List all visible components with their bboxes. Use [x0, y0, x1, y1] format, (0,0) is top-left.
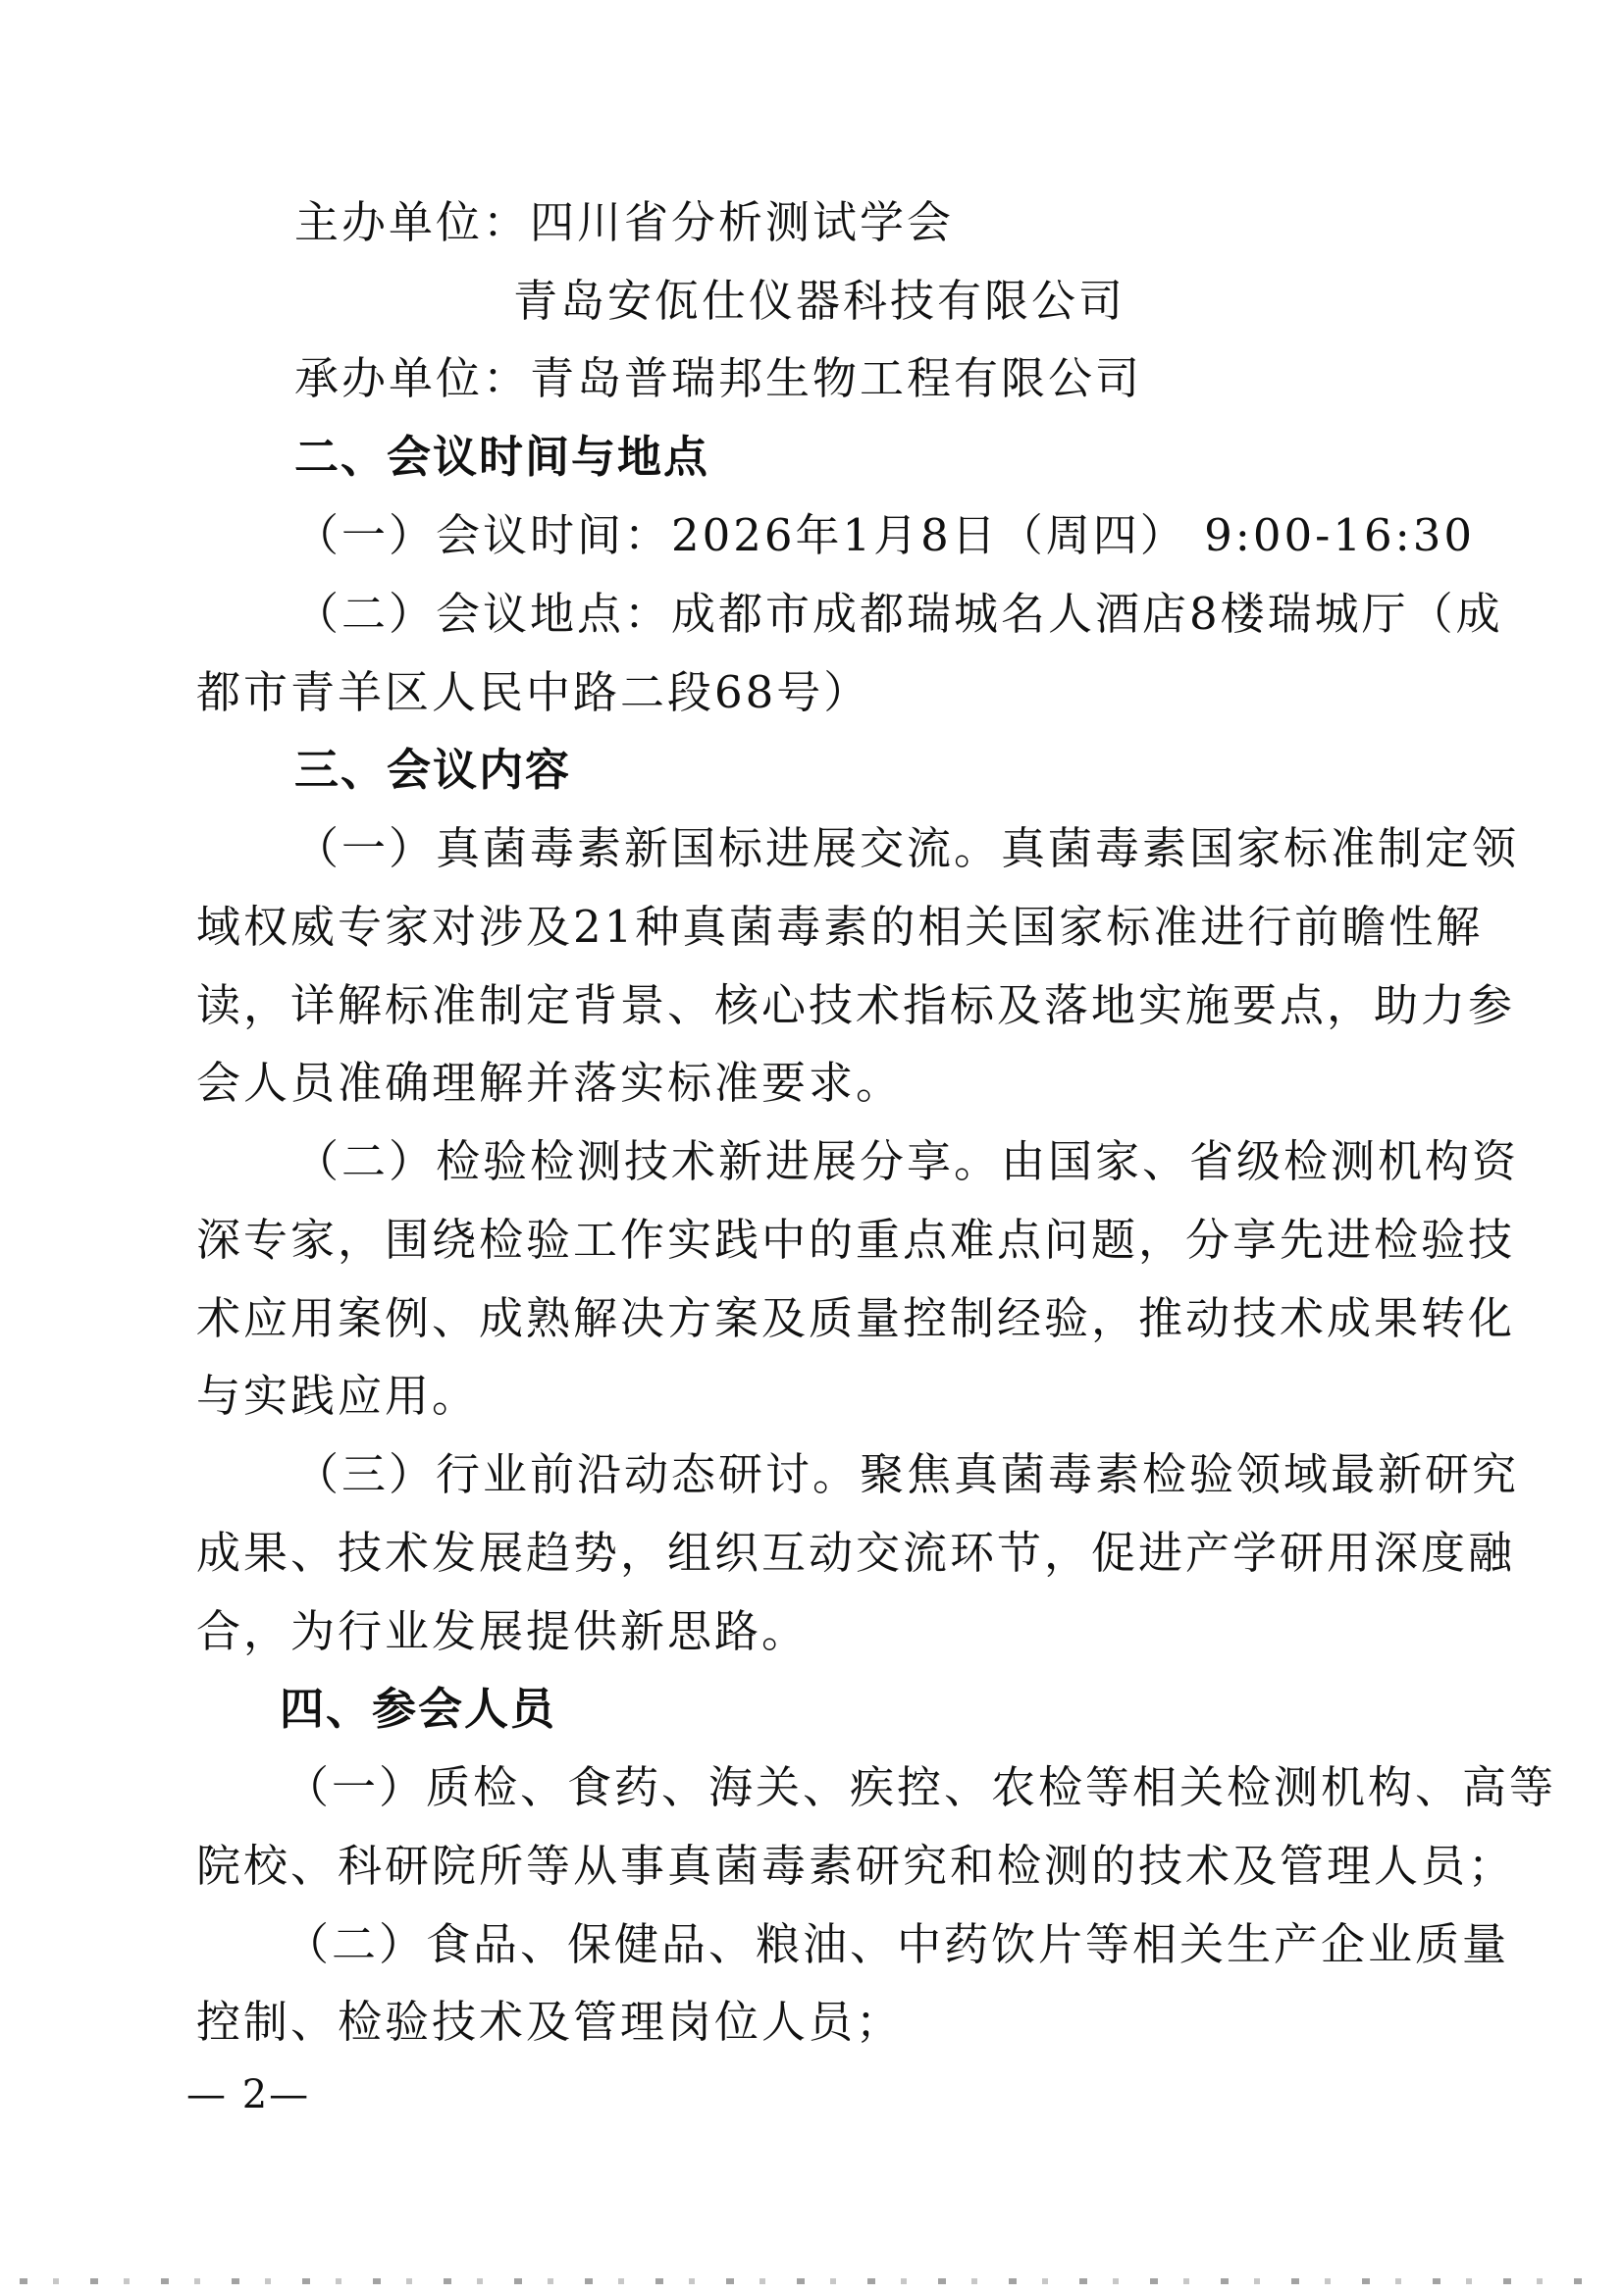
content-paragraph-2-line-4: 与实践应用。 [196, 1370, 480, 1422]
attendees-item-1-line-2: 院校、科研院所等从事真菌毒素研究和检测的技术及管理人员； [196, 1840, 1516, 1892]
page-number: — 2— [186, 2072, 311, 2117]
meeting-place-line: （二）会议地点：成都市成都瑞城名人酒店8楼瑞城厅（成 [294, 588, 1503, 640]
content-paragraph-3-line-2: 成果、技术发展趋势，组织互动交流环节，促进产学研用深度融 [196, 1527, 1516, 1579]
organizer-line-continued: 青岛安佤仕仪器科技有限公司 [513, 275, 1126, 327]
content-paragraph-3-line-1: （三）行业前沿动态研讨。聚焦真菌毒素检验领域最新研究 [294, 1448, 1520, 1500]
section-heading-time-place: 二、会议时间与地点 [294, 431, 710, 483]
content-paragraph-2-line-1: （二）检验检测技术新进展分享。由国家、省级检测机构资 [294, 1135, 1520, 1187]
attendees-item-2-line-1: （二）食品、保健品、粮油、中药饮片等相关生产企业质量 [285, 1918, 1510, 1970]
meeting-place-address-line: 都市青羊区人民中路二段68号） [196, 666, 871, 718]
organizer-line: 主办单位：四川省分析测试学会 [294, 196, 955, 248]
meeting-time-line: （一）会议时间：2026年1月8日（周四） 9:00-16:30 [294, 509, 1476, 561]
content-paragraph-1-line-2: 域权威专家对涉及21种真菌毒素的相关国家标准进行前瞻性解 [196, 901, 1484, 953]
content-paragraph-1-line-3: 读，详解标准制定背景、核心技术指标及落地实施要点，助力参 [196, 979, 1516, 1031]
attendees-item-2-line-2: 控制、检验技术及管理岗位人员； [196, 1996, 904, 2048]
content-paragraph-1-line-4: 会人员准确理解并落实标准要求。 [196, 1057, 904, 1109]
content-paragraph-3-line-3: 合，为行业发展提供新思路。 [196, 1605, 810, 1657]
content-paragraph-1-line-1: （一）真菌毒素新国标进展交流。真菌毒素国家标准制定领 [294, 822, 1520, 874]
host-unit-line: 承办单位：青岛普瑞邦生物工程有限公司 [294, 352, 1143, 404]
section-heading-content: 三、会议内容 [294, 744, 572, 796]
section-heading-attendees: 四、参会人员 [280, 1683, 557, 1735]
content-paragraph-2-line-3: 术应用案例、成熟解决方案及质量控制经验，推动技术成果转化 [196, 1292, 1516, 1344]
attendees-item-1-line-1: （一）质检、食药、海关、疾控、农检等相关检测机构、高等 [285, 1761, 1557, 1813]
scan-edge-artifact [20, 2278, 1603, 2284]
content-paragraph-2-line-2: 深专家，围绕检验工作实践中的重点难点问题，分享先进检验技 [196, 1214, 1516, 1266]
